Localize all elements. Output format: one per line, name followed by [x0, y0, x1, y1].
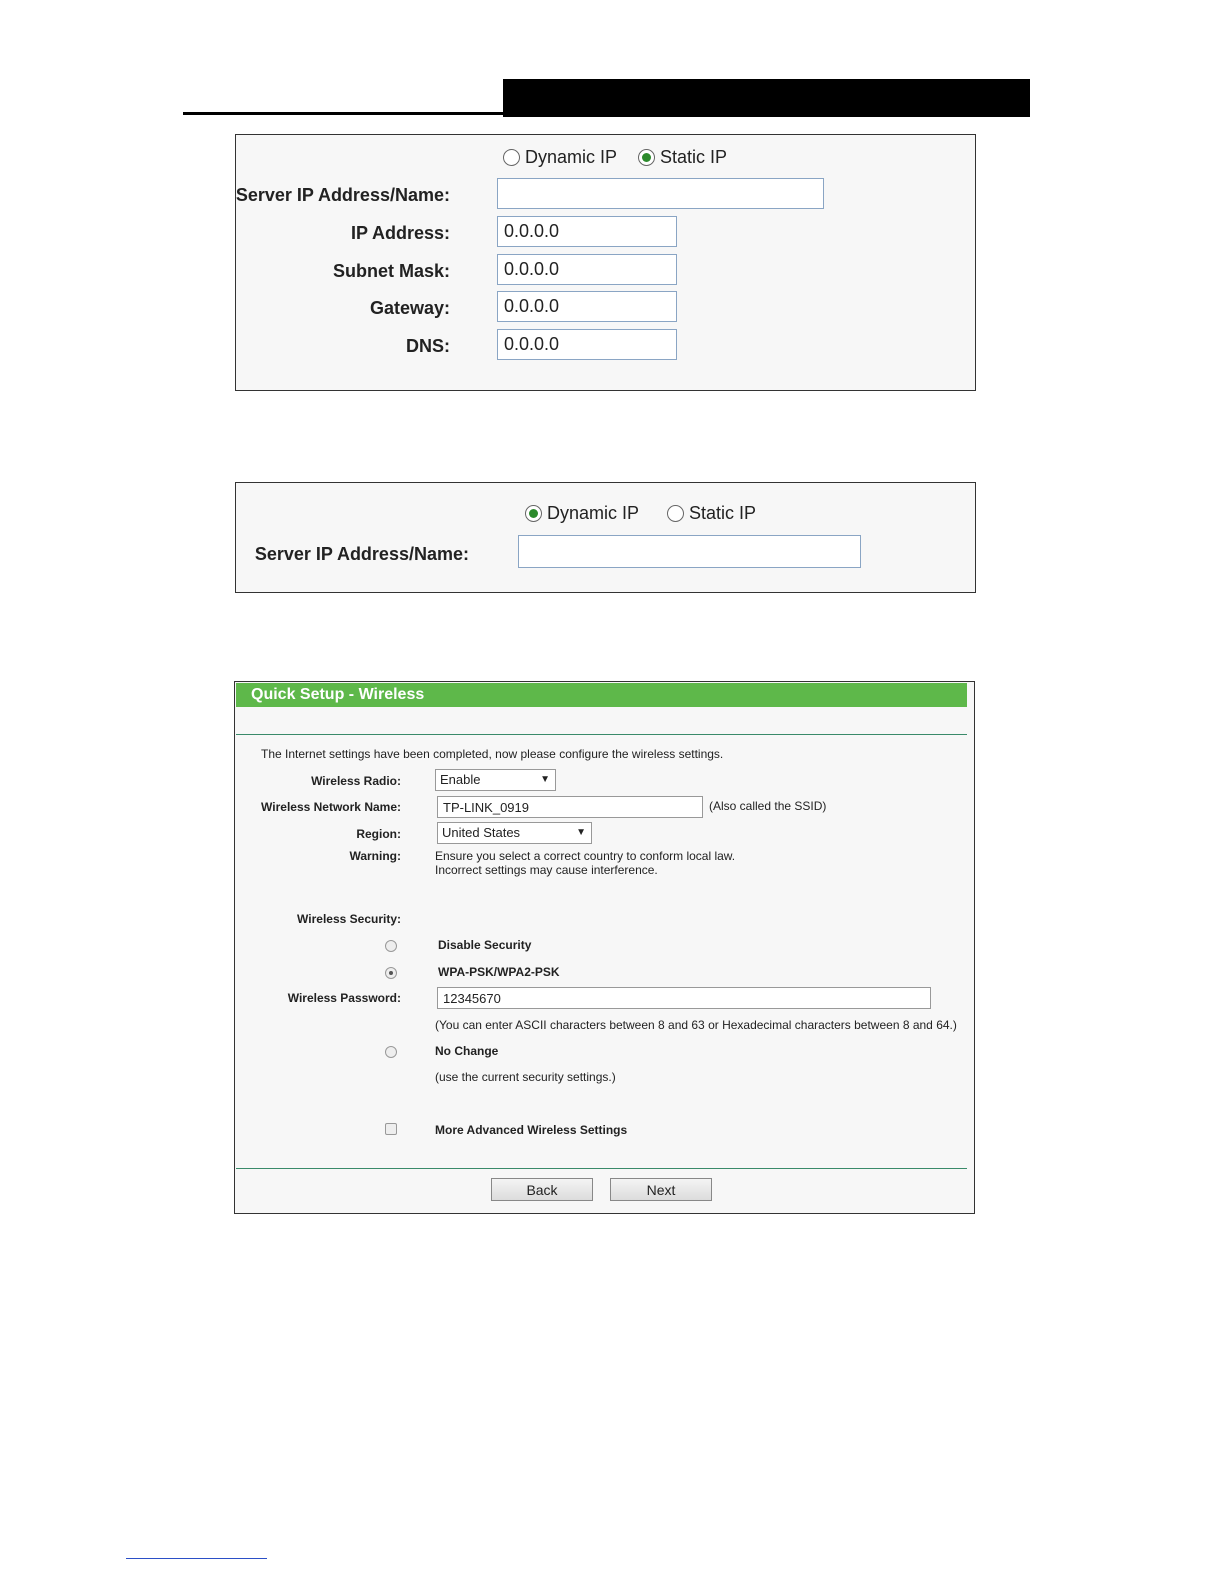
server-ip-input-1[interactable] [497, 178, 824, 209]
radio-dynamic-ip-2-label: Dynamic IP [547, 503, 640, 523]
wireless-top-separator [236, 734, 967, 735]
next-button[interactable]: Next [610, 1178, 712, 1201]
gateway-input[interactable] [497, 291, 677, 322]
ip-address-input[interactable] [497, 216, 677, 247]
region-select[interactable] [437, 822, 592, 844]
radio-dynamic-ip-1-label: Dynamic IP [525, 147, 618, 167]
dropdown-arrow-icon: ▼ [540, 774, 550, 785]
server-ip-label-1: Server IP Address/Name: [235, 185, 450, 205]
radio-static-ip-2[interactable] [667, 503, 756, 524]
warning-line-2: Incorrect settings may cause interference. [435, 863, 658, 877]
dns-label: DNS: [406, 336, 450, 356]
footer-link-underline [126, 1558, 267, 1559]
wireless-security-label: Wireless Security: [297, 912, 401, 926]
radio-static-ip-1-circle[interactable] [638, 149, 655, 166]
wireless-intro: The Internet settings have been completed, now please configure the wireless settings. [261, 747, 724, 761]
warning-label: Warning: [349, 849, 401, 863]
no-change-label: No Change [435, 1044, 499, 1058]
radio-no-change[interactable] [385, 1046, 397, 1058]
radio-static-ip-1[interactable] [638, 147, 727, 168]
warning-line-1: Ensure you select a correct country to conform local law. [435, 849, 736, 863]
region-label: Region: [356, 827, 401, 841]
ssid-note: (Also called the SSID) [709, 799, 827, 813]
back-button[interactable]: Back [491, 1178, 593, 1201]
wpa-psk-label: WPA-PSK/WPA2-PSK [438, 965, 560, 979]
radio-dynamic-ip-1[interactable] [503, 147, 617, 168]
ssid-input[interactable] [437, 796, 703, 818]
no-change-note: (use the current security settings.) [435, 1070, 616, 1084]
radio-static-ip-2-label: Static IP [689, 503, 757, 523]
region-value: United States [442, 825, 521, 840]
radio-static-ip-1-label: Static IP [660, 147, 728, 167]
dropdown-arrow-icon: ▼ [576, 827, 586, 838]
subnet-mask-input[interactable] [497, 254, 677, 285]
wireless-bottom-separator [236, 1168, 967, 1169]
advanced-settings-label: More Advanced Wireless Settings [435, 1123, 628, 1137]
radio-wpa-psk[interactable] [385, 967, 397, 979]
wireless-radio-value: Enable [440, 772, 481, 787]
radio-dynamic-ip-2-circle[interactable] [525, 505, 542, 522]
advanced-settings-checkbox[interactable] [385, 1123, 397, 1135]
server-ip-input-2[interactable] [518, 535, 861, 568]
dns-input[interactable] [497, 329, 677, 360]
server-ip-label-2: Server IP Address/Name: [254, 544, 469, 564]
wireless-radio-label: Wireless Radio: [311, 774, 401, 788]
subnet-mask-label: Subnet Mask: [332, 261, 450, 281]
radio-disable-security[interactable] [385, 940, 397, 952]
radio-dynamic-ip-2[interactable] [525, 503, 639, 524]
wireless-password-label: Wireless Password: [287, 991, 401, 1005]
wireless-title: Quick Setup - Wireless [251, 686, 425, 703]
wireless-title-bar [236, 683, 967, 707]
page-header-rule [183, 112, 1030, 115]
ip-address-label: IP Address: [350, 223, 450, 243]
ssid-label: Wireless Network Name: [261, 800, 401, 814]
gateway-label: Gateway: [369, 298, 450, 318]
disable-security-label: Disable Security [438, 938, 532, 952]
radio-dynamic-ip-1-circle[interactable] [503, 149, 520, 166]
password-note: (You can enter ASCII characters between 8 and 63 or Hexadecimal characters between 8 and 64.) [435, 1018, 957, 1032]
wireless-radio-select[interactable] [435, 769, 556, 791]
radio-static-ip-2-circle[interactable] [667, 505, 684, 522]
wireless-password-input[interactable] [437, 987, 931, 1009]
